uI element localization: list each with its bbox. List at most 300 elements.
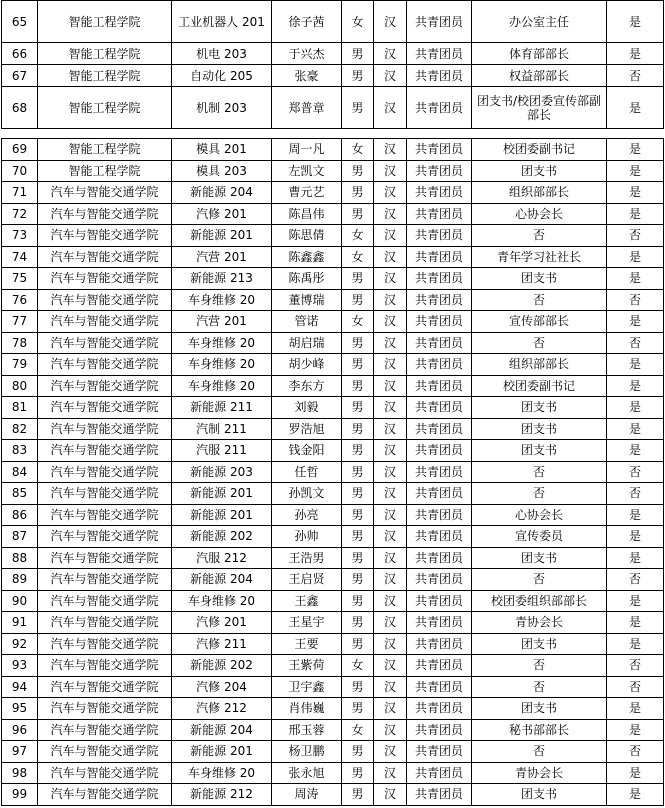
gender-cell: 男 bbox=[342, 762, 374, 784]
gender-cell: 男 bbox=[342, 354, 374, 376]
gender-cell: 男 bbox=[342, 160, 374, 182]
position-cell: 否 bbox=[472, 741, 607, 763]
college-cell: 智能工程学院 bbox=[38, 43, 172, 65]
political-status-cell: 共青团员 bbox=[407, 418, 472, 440]
class-cell: 汽修 211 bbox=[172, 633, 272, 655]
name-cell: 张永旭 bbox=[272, 762, 342, 784]
college-cell: 汽车与智能交通学院 bbox=[38, 504, 172, 526]
flag-cell: 否 bbox=[607, 289, 664, 311]
flag-cell: 是 bbox=[607, 182, 664, 204]
flag-cell: 是 bbox=[607, 633, 664, 655]
row-number-cell: 66 bbox=[2, 43, 38, 65]
table-row bbox=[2, 43, 664, 65]
flag-cell: 是 bbox=[607, 268, 664, 290]
college-cell: 汽车与智能交通学院 bbox=[38, 784, 172, 806]
college-cell: 汽车与智能交通学院 bbox=[38, 741, 172, 763]
college-cell: 汽车与智能交通学院 bbox=[38, 762, 172, 784]
flag-cell: 是 bbox=[607, 698, 664, 720]
political-status-cell: 共青团员 bbox=[407, 612, 472, 634]
name-cell: 罗浩旭 bbox=[272, 418, 342, 440]
gender-cell: 男 bbox=[342, 87, 374, 129]
ethnicity-cell: 汉 bbox=[374, 547, 407, 569]
political-status-cell: 共青团员 bbox=[407, 311, 472, 333]
row-number-cell: 93 bbox=[2, 655, 38, 677]
ethnicity-cell: 汉 bbox=[374, 440, 407, 462]
gender-cell: 男 bbox=[342, 461, 374, 483]
political-status-cell: 共青团员 bbox=[407, 160, 472, 182]
class-cell: 新能源 204 bbox=[172, 182, 272, 204]
gender-cell: 男 bbox=[342, 289, 374, 311]
gender-cell: 男 bbox=[342, 268, 374, 290]
row-number-cell: 87 bbox=[2, 526, 38, 548]
class-cell: 新能源 201 bbox=[172, 483, 272, 505]
name-cell: 李东方 bbox=[272, 375, 342, 397]
name-cell: 陈禹彤 bbox=[272, 268, 342, 290]
gender-cell: 女 bbox=[342, 225, 374, 247]
college-cell: 汽车与智能交通学院 bbox=[38, 526, 172, 548]
political-status-cell: 共青团员 bbox=[407, 354, 472, 376]
ethnicity-cell: 汉 bbox=[374, 268, 407, 290]
row-number-cell: 73 bbox=[2, 225, 38, 247]
ethnicity-cell: 汉 bbox=[374, 741, 407, 763]
political-status-cell: 共青团员 bbox=[407, 526, 472, 548]
class-cell: 新能源 201 bbox=[172, 504, 272, 526]
ethnicity-cell: 汉 bbox=[374, 676, 407, 698]
college-cell: 汽车与智能交通学院 bbox=[38, 612, 172, 634]
ethnicity-cell: 汉 bbox=[374, 160, 407, 182]
college-cell: 汽车与智能交通学院 bbox=[38, 182, 172, 204]
table-row bbox=[2, 483, 664, 505]
gender-cell: 男 bbox=[342, 440, 374, 462]
ethnicity-cell: 汉 bbox=[374, 246, 407, 268]
gender-cell: 男 bbox=[342, 633, 374, 655]
position-cell: 青协会长 bbox=[472, 762, 607, 784]
position-cell: 团支书 bbox=[472, 418, 607, 440]
college-cell: 汽车与智能交通学院 bbox=[38, 461, 172, 483]
name-cell: 张豪 bbox=[272, 65, 342, 87]
political-status-cell: 共青团员 bbox=[407, 289, 472, 311]
political-status-cell: 共青团员 bbox=[407, 547, 472, 569]
row-number-cell: 96 bbox=[2, 719, 38, 741]
gender-cell: 男 bbox=[342, 397, 374, 419]
class-cell: 机电 203 bbox=[172, 43, 272, 65]
position-cell: 青年学习社社长 bbox=[472, 246, 607, 268]
name-cell: 左凯文 bbox=[272, 160, 342, 182]
college-cell: 智能工程学院 bbox=[38, 1, 172, 43]
position-cell: 否 bbox=[472, 483, 607, 505]
class-cell: 车身维修 20 bbox=[172, 289, 272, 311]
name-cell: 于兴杰 bbox=[272, 43, 342, 65]
flag-cell: 否 bbox=[607, 461, 664, 483]
position-cell: 校团委副书记 bbox=[472, 375, 607, 397]
class-cell: 汽修 204 bbox=[172, 676, 272, 698]
name-cell: 孙凯文 bbox=[272, 483, 342, 505]
ethnicity-cell: 汉 bbox=[374, 655, 407, 677]
ethnicity-cell: 汉 bbox=[374, 397, 407, 419]
flag-cell: 否 bbox=[607, 569, 664, 591]
gender-cell: 男 bbox=[342, 375, 374, 397]
political-status-cell: 共青团员 bbox=[407, 719, 472, 741]
table-row bbox=[2, 784, 664, 806]
name-cell: 陈思倩 bbox=[272, 225, 342, 247]
flag-cell: 是 bbox=[607, 160, 664, 182]
position-cell: 团支书 bbox=[472, 160, 607, 182]
name-cell: 王启贤 bbox=[272, 569, 342, 591]
position-cell: 青协会长 bbox=[472, 612, 607, 634]
row-number-cell: 65 bbox=[2, 1, 38, 43]
flag-cell: 否 bbox=[607, 332, 664, 354]
row-number-cell: 97 bbox=[2, 741, 38, 763]
roster-table-top bbox=[1, 0, 664, 129]
ethnicity-cell: 汉 bbox=[374, 139, 407, 161]
class-cell: 新能源 211 bbox=[172, 397, 272, 419]
row-number-cell: 84 bbox=[2, 461, 38, 483]
position-cell: 否 bbox=[472, 569, 607, 591]
position-cell: 心协会长 bbox=[472, 203, 607, 225]
gender-cell: 男 bbox=[342, 590, 374, 612]
college-cell: 汽车与智能交通学院 bbox=[38, 483, 172, 505]
ethnicity-cell: 汉 bbox=[374, 569, 407, 591]
political-status-cell: 共青团员 bbox=[407, 741, 472, 763]
row-number-cell: 92 bbox=[2, 633, 38, 655]
political-status-cell: 共青团员 bbox=[407, 1, 472, 43]
college-cell: 汽车与智能交通学院 bbox=[38, 246, 172, 268]
political-status-cell: 共青团员 bbox=[407, 332, 472, 354]
class-cell: 模具 203 bbox=[172, 160, 272, 182]
table-row bbox=[2, 289, 664, 311]
flag-cell: 是 bbox=[607, 590, 664, 612]
name-cell: 王星宇 bbox=[272, 612, 342, 634]
political-status-cell: 共青团员 bbox=[407, 633, 472, 655]
position-cell: 否 bbox=[472, 332, 607, 354]
row-number-cell: 89 bbox=[2, 569, 38, 591]
flag-cell: 是 bbox=[607, 418, 664, 440]
ethnicity-cell: 汉 bbox=[374, 87, 407, 129]
class-cell: 汽修 212 bbox=[172, 698, 272, 720]
row-number-cell: 85 bbox=[2, 483, 38, 505]
political-status-cell: 共青团员 bbox=[407, 43, 472, 65]
row-number-cell: 68 bbox=[2, 87, 38, 129]
table-row bbox=[2, 612, 664, 634]
table-row bbox=[2, 139, 664, 161]
gender-cell: 男 bbox=[342, 65, 374, 87]
row-number-cell: 70 bbox=[2, 160, 38, 182]
table-row bbox=[2, 246, 664, 268]
name-cell: 周涛 bbox=[272, 784, 342, 806]
college-cell: 智能工程学院 bbox=[38, 65, 172, 87]
flag-cell: 是 bbox=[607, 43, 664, 65]
table-row bbox=[2, 526, 664, 548]
table-row bbox=[2, 676, 664, 698]
class-cell: 汽营 201 bbox=[172, 311, 272, 333]
table-row bbox=[2, 569, 664, 591]
flag-cell: 是 bbox=[607, 87, 664, 129]
name-cell: 王要 bbox=[272, 633, 342, 655]
gender-cell: 男 bbox=[342, 698, 374, 720]
table-row bbox=[2, 741, 664, 763]
gender-cell: 男 bbox=[342, 332, 374, 354]
table-row bbox=[2, 182, 664, 204]
position-cell: 心协会长 bbox=[472, 504, 607, 526]
gender-cell: 女 bbox=[342, 655, 374, 677]
table-row bbox=[2, 590, 664, 612]
ethnicity-cell: 汉 bbox=[374, 633, 407, 655]
name-cell: 钱金阳 bbox=[272, 440, 342, 462]
flag-cell: 是 bbox=[607, 526, 664, 548]
row-number-cell: 78 bbox=[2, 332, 38, 354]
table-row bbox=[2, 268, 664, 290]
row-number-cell: 72 bbox=[2, 203, 38, 225]
position-cell: 团支书 bbox=[472, 698, 607, 720]
ethnicity-cell: 汉 bbox=[374, 483, 407, 505]
class-cell: 新能源 204 bbox=[172, 569, 272, 591]
table-row bbox=[2, 65, 664, 87]
position-cell: 团支书/校团委宣传部副部长 bbox=[472, 87, 607, 129]
row-number-cell: 91 bbox=[2, 612, 38, 634]
table-row bbox=[2, 698, 664, 720]
gender-cell: 男 bbox=[342, 526, 374, 548]
gender-cell: 男 bbox=[342, 547, 374, 569]
table-row bbox=[2, 440, 664, 462]
flag-cell: 否 bbox=[607, 483, 664, 505]
college-cell: 汽车与智能交通学院 bbox=[38, 698, 172, 720]
flag-cell: 是 bbox=[607, 784, 664, 806]
row-number-cell: 75 bbox=[2, 268, 38, 290]
college-cell: 汽车与智能交通学院 bbox=[38, 397, 172, 419]
position-cell: 秘书部部长 bbox=[472, 719, 607, 741]
class-cell: 汽服 212 bbox=[172, 547, 272, 569]
flag-cell: 是 bbox=[607, 375, 664, 397]
gender-cell: 男 bbox=[342, 504, 374, 526]
class-cell: 车身维修 20 bbox=[172, 762, 272, 784]
flag-cell: 否 bbox=[607, 741, 664, 763]
class-cell: 模具 201 bbox=[172, 139, 272, 161]
table-row bbox=[2, 633, 664, 655]
table-row bbox=[2, 160, 664, 182]
gender-cell: 男 bbox=[342, 784, 374, 806]
college-cell: 汽车与智能交通学院 bbox=[38, 289, 172, 311]
ethnicity-cell: 汉 bbox=[374, 612, 407, 634]
row-number-cell: 76 bbox=[2, 289, 38, 311]
political-status-cell: 共青团员 bbox=[407, 676, 472, 698]
gender-cell: 男 bbox=[342, 612, 374, 634]
political-status-cell: 共青团员 bbox=[407, 246, 472, 268]
gender-cell: 男 bbox=[342, 203, 374, 225]
flag-cell: 是 bbox=[607, 139, 664, 161]
roster-table-bottom bbox=[1, 138, 664, 806]
name-cell: 任哲 bbox=[272, 461, 342, 483]
political-status-cell: 共青团员 bbox=[407, 139, 472, 161]
row-number-cell: 80 bbox=[2, 375, 38, 397]
gender-cell: 女 bbox=[342, 139, 374, 161]
position-cell: 团支书 bbox=[472, 397, 607, 419]
row-number-cell: 77 bbox=[2, 311, 38, 333]
row-number-cell: 69 bbox=[2, 139, 38, 161]
gender-cell: 男 bbox=[342, 569, 374, 591]
name-cell: 胡启瑞 bbox=[272, 332, 342, 354]
ethnicity-cell: 汉 bbox=[374, 203, 407, 225]
college-cell: 汽车与智能交通学院 bbox=[38, 547, 172, 569]
flag-cell: 是 bbox=[607, 719, 664, 741]
ethnicity-cell: 汉 bbox=[374, 461, 407, 483]
college-cell: 汽车与智能交通学院 bbox=[38, 418, 172, 440]
college-cell: 汽车与智能交通学院 bbox=[38, 633, 172, 655]
college-cell: 汽车与智能交通学院 bbox=[38, 440, 172, 462]
ethnicity-cell: 汉 bbox=[374, 225, 407, 247]
position-cell: 校团委副书记 bbox=[472, 139, 607, 161]
position-cell: 否 bbox=[472, 461, 607, 483]
flag-cell: 是 bbox=[607, 246, 664, 268]
name-cell: 孙亮 bbox=[272, 504, 342, 526]
college-cell: 汽车与智能交通学院 bbox=[38, 375, 172, 397]
ethnicity-cell: 汉 bbox=[374, 784, 407, 806]
row-number-cell: 95 bbox=[2, 698, 38, 720]
row-number-cell: 82 bbox=[2, 418, 38, 440]
ethnicity-cell: 汉 bbox=[374, 375, 407, 397]
class-cell: 新能源 202 bbox=[172, 655, 272, 677]
gender-cell: 男 bbox=[342, 483, 374, 505]
flag-cell: 否 bbox=[607, 225, 664, 247]
gender-cell: 男 bbox=[342, 676, 374, 698]
gender-cell: 男 bbox=[342, 418, 374, 440]
political-status-cell: 共青团员 bbox=[407, 504, 472, 526]
political-status-cell: 共青团员 bbox=[407, 65, 472, 87]
position-cell: 否 bbox=[472, 289, 607, 311]
ethnicity-cell: 汉 bbox=[374, 182, 407, 204]
row-number-cell: 98 bbox=[2, 762, 38, 784]
flag-cell: 是 bbox=[607, 354, 664, 376]
name-cell: 徐子茜 bbox=[272, 1, 342, 43]
class-cell: 新能源 213 bbox=[172, 268, 272, 290]
name-cell: 孙帅 bbox=[272, 526, 342, 548]
political-status-cell: 共青团员 bbox=[407, 440, 472, 462]
position-cell: 否 bbox=[472, 676, 607, 698]
political-status-cell: 共青团员 bbox=[407, 762, 472, 784]
name-cell: 郑普章 bbox=[272, 87, 342, 129]
table-row bbox=[2, 332, 664, 354]
table-row bbox=[2, 397, 664, 419]
position-cell: 组织部部长 bbox=[472, 354, 607, 376]
class-cell: 汽制 211 bbox=[172, 418, 272, 440]
class-cell: 工业机器人 201 bbox=[172, 1, 272, 43]
table-row bbox=[2, 203, 664, 225]
flag-cell: 是 bbox=[607, 762, 664, 784]
ethnicity-cell: 汉 bbox=[374, 43, 407, 65]
ethnicity-cell: 汉 bbox=[374, 526, 407, 548]
class-cell: 自动化 205 bbox=[172, 65, 272, 87]
name-cell: 刘毅 bbox=[272, 397, 342, 419]
ethnicity-cell: 汉 bbox=[374, 65, 407, 87]
position-cell: 团支书 bbox=[472, 633, 607, 655]
class-cell: 车身维修 20 bbox=[172, 332, 272, 354]
political-status-cell: 共青团员 bbox=[407, 569, 472, 591]
position-cell: 团支书 bbox=[472, 547, 607, 569]
flag-cell: 是 bbox=[607, 440, 664, 462]
table-row bbox=[2, 719, 664, 741]
name-cell: 王紫荷 bbox=[272, 655, 342, 677]
college-cell: 汽车与智能交通学院 bbox=[38, 332, 172, 354]
class-cell: 新能源 212 bbox=[172, 784, 272, 806]
political-status-cell: 共青团员 bbox=[407, 461, 472, 483]
college-cell: 智能工程学院 bbox=[38, 87, 172, 129]
political-status-cell: 共青团员 bbox=[407, 655, 472, 677]
name-cell: 董博瑞 bbox=[272, 289, 342, 311]
ethnicity-cell: 汉 bbox=[374, 418, 407, 440]
flag-cell: 是 bbox=[607, 311, 664, 333]
flag-cell: 是 bbox=[607, 612, 664, 634]
flag-cell: 是 bbox=[607, 504, 664, 526]
gender-cell: 女 bbox=[342, 311, 374, 333]
row-number-cell: 99 bbox=[2, 784, 38, 806]
college-cell: 智能工程学院 bbox=[38, 160, 172, 182]
flag-cell: 是 bbox=[607, 547, 664, 569]
table-row bbox=[2, 1, 664, 43]
flag-cell: 否 bbox=[607, 65, 664, 87]
class-cell: 车身维修 20 bbox=[172, 590, 272, 612]
position-cell: 团支书 bbox=[472, 784, 607, 806]
position-cell: 体育部部长 bbox=[472, 43, 607, 65]
political-status-cell: 共青团员 bbox=[407, 87, 472, 129]
gender-cell: 男 bbox=[342, 43, 374, 65]
class-cell: 汽服 211 bbox=[172, 440, 272, 462]
name-cell: 周一凡 bbox=[272, 139, 342, 161]
college-cell: 智能工程学院 bbox=[38, 139, 172, 161]
flag-cell: 否 bbox=[607, 655, 664, 677]
row-number-cell: 90 bbox=[2, 590, 38, 612]
table-row bbox=[2, 375, 664, 397]
row-number-cell: 74 bbox=[2, 246, 38, 268]
name-cell: 王鑫 bbox=[272, 590, 342, 612]
ethnicity-cell: 汉 bbox=[374, 354, 407, 376]
flag-cell: 是 bbox=[607, 1, 664, 43]
class-cell: 车身维修 20 bbox=[172, 354, 272, 376]
college-cell: 汽车与智能交通学院 bbox=[38, 354, 172, 376]
ethnicity-cell: 汉 bbox=[374, 719, 407, 741]
political-status-cell: 共青团员 bbox=[407, 784, 472, 806]
row-number-cell: 67 bbox=[2, 65, 38, 87]
name-cell: 曹元艺 bbox=[272, 182, 342, 204]
class-cell: 新能源 201 bbox=[172, 741, 272, 763]
name-cell: 管诺 bbox=[272, 311, 342, 333]
page-break-gap bbox=[0, 129, 665, 138]
ethnicity-cell: 汉 bbox=[374, 289, 407, 311]
class-cell: 车身维修 20 bbox=[172, 375, 272, 397]
table-row bbox=[2, 547, 664, 569]
political-status-cell: 共青团员 bbox=[407, 397, 472, 419]
class-cell: 机制 203 bbox=[172, 87, 272, 129]
table-row bbox=[2, 504, 664, 526]
college-cell: 汽车与智能交通学院 bbox=[38, 655, 172, 677]
row-number-cell: 79 bbox=[2, 354, 38, 376]
gender-cell: 女 bbox=[342, 1, 374, 43]
position-cell: 权益部部长 bbox=[472, 65, 607, 87]
position-cell: 团支书 bbox=[472, 268, 607, 290]
position-cell: 宣传部部长 bbox=[472, 311, 607, 333]
ethnicity-cell: 汉 bbox=[374, 332, 407, 354]
flag-cell: 是 bbox=[607, 203, 664, 225]
class-cell: 新能源 203 bbox=[172, 461, 272, 483]
flag-cell: 是 bbox=[607, 397, 664, 419]
row-number-cell: 94 bbox=[2, 676, 38, 698]
gender-cell: 女 bbox=[342, 246, 374, 268]
class-cell: 新能源 201 bbox=[172, 225, 272, 247]
college-cell: 汽车与智能交通学院 bbox=[38, 203, 172, 225]
ethnicity-cell: 汉 bbox=[374, 762, 407, 784]
college-cell: 汽车与智能交通学院 bbox=[38, 676, 172, 698]
table-row bbox=[2, 461, 664, 483]
college-cell: 汽车与智能交通学院 bbox=[38, 590, 172, 612]
gender-cell: 男 bbox=[342, 182, 374, 204]
